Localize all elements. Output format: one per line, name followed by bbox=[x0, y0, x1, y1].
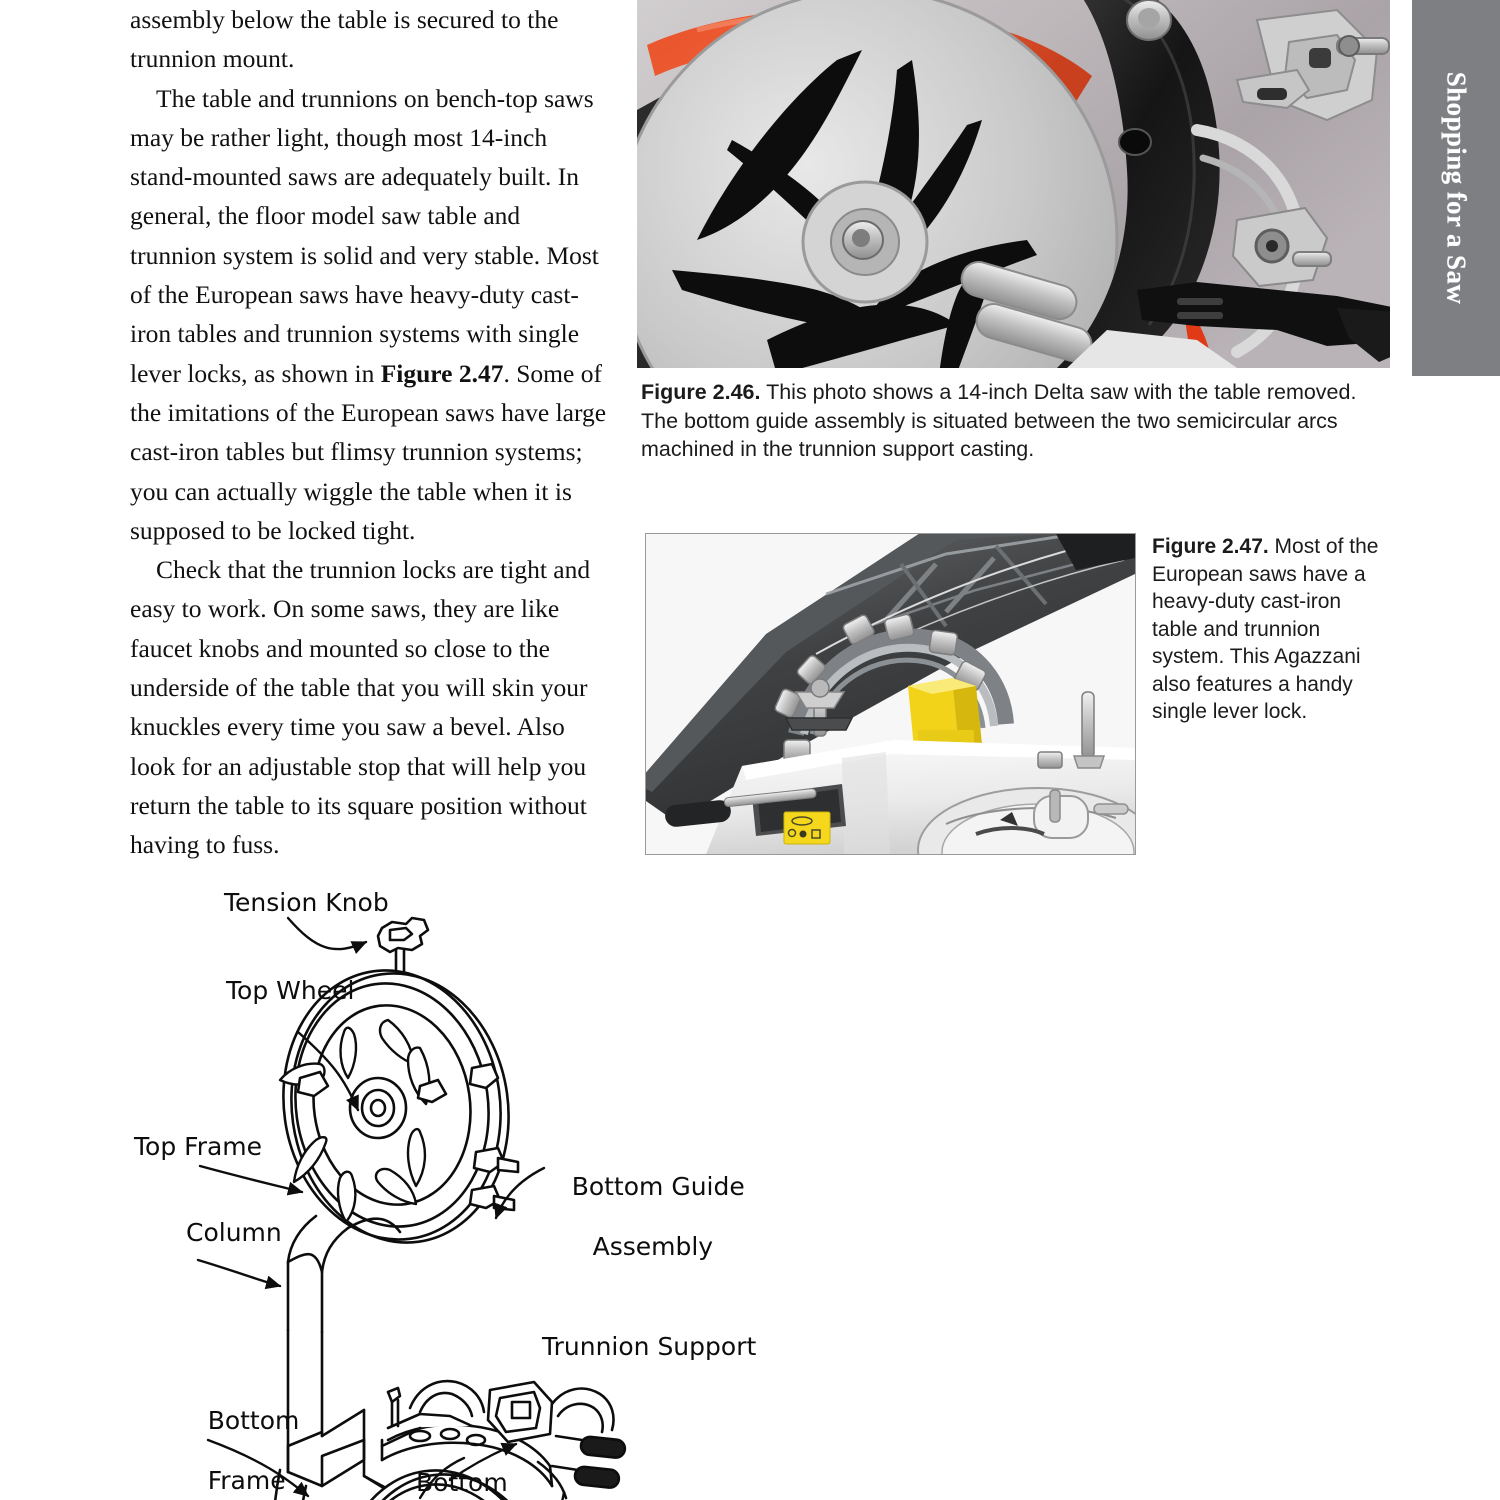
bandsaw-diagram bbox=[120, 880, 880, 1500]
figure-2-47-caption-text: Most of the European saws have a heavy-duty cast-iron table and trunnion system. This Agazzani also features a handy single lever lock. bbox=[1152, 535, 1379, 723]
figure-2-46-caption bbox=[641, 378, 1386, 464]
diagram-label-bottom-wheel: Bottom bbox=[416, 1468, 508, 1497]
figure-2-47-photo bbox=[645, 533, 1136, 855]
diagram-label-trunnion-support: Trunnion Support bbox=[542, 1332, 757, 1361]
diagram-label-column: Column bbox=[186, 1218, 282, 1247]
paragraph-2: The table and trunnions on bench-top saws may be rather light, though most 14-inch stand-mounted saws are adequately built. In general, the floor model saw table and trunnion system is solid and very stable. Most of the European saws have heavy-duty cast-iron tables and trunnion systems with single lever locks, as shown in Figure 2.47. Some of the imitations of the European saws have large cast-iron tables but flimsy trunnion systems; you can actually wiggle the table when it is supposed to be locked tight. bbox=[130, 83, 607, 545]
figure-2-46-label: Figure 2.46. bbox=[641, 380, 761, 404]
figure-2-47-label: Figure 2.47. bbox=[1152, 535, 1269, 558]
paragraph-3: Check that the trunnion locks are tight and easy to work. On some saws, they are like faucet knobs and mounted so close to the underside of the table that you will skin your knuckles every time you saw a bevel. Also look for an adjustable stop that will help you return the table to its square position without having to fuss. bbox=[130, 555, 591, 860]
chapter-tab bbox=[1412, 0, 1500, 376]
diagram-label-top-frame: Top Frame bbox=[134, 1132, 263, 1161]
figure-2-46-photo bbox=[637, 0, 1390, 368]
diagram-label-bottom-frame-line2: Frame bbox=[207, 1466, 286, 1495]
figure-reference: Figure 2.47 bbox=[380, 358, 504, 388]
diagram-label-bottom-guide-assembly bbox=[524, 1142, 745, 1292]
figure-2-46-caption-text: This photo shows a 14-inch Delta saw with the table removed. The bottom guide assembly is situated between the two semicircular arcs machined in the trunnion support casting. bbox=[641, 380, 1357, 461]
body-text-column bbox=[130, 0, 610, 865]
diagram-label-bottom-frame-line1: Bottom bbox=[207, 1406, 300, 1435]
diagram-label-bottom-frame bbox=[160, 1376, 300, 1500]
diagram-label-bottom-guide-line2: Assembly bbox=[592, 1232, 714, 1261]
diagram-label-tension-knob: Tension Knob bbox=[224, 888, 389, 917]
diagram-label-top-wheel: Top Wheel bbox=[226, 976, 355, 1005]
diagram-label-bottom-guide-line1: Bottom Guide bbox=[571, 1172, 745, 1201]
chapter-tab-label: Shopping for a Saw bbox=[1441, 71, 1472, 305]
paragraph-1: assembly below the table is secured to the trunnion mount. bbox=[130, 5, 559, 74]
figure-2-47-caption bbox=[1152, 533, 1382, 726]
